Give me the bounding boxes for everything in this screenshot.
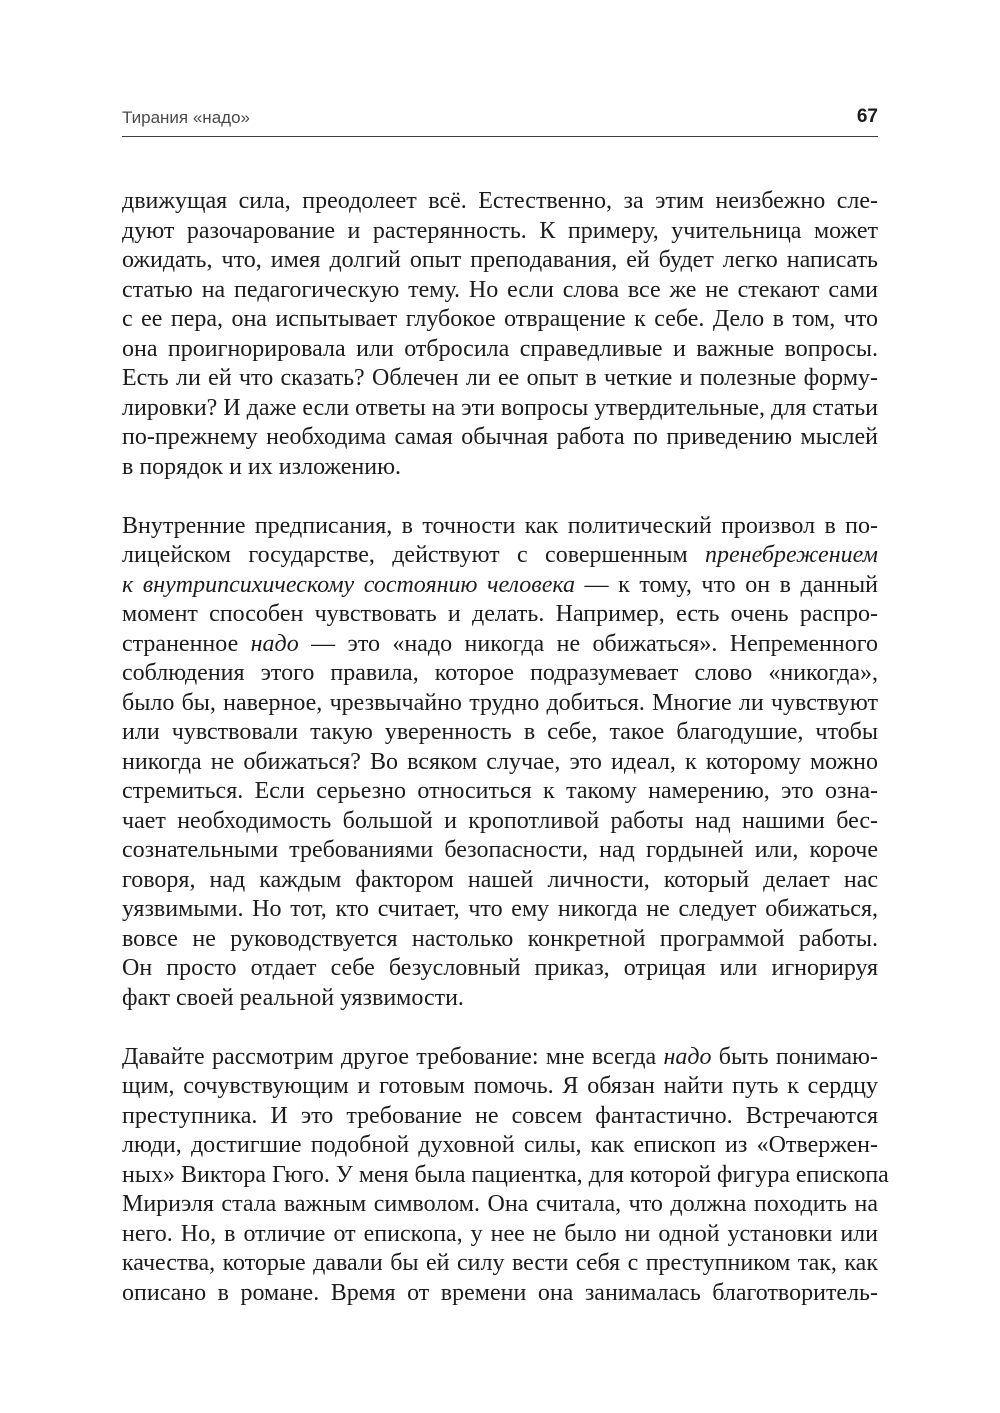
paragraph-gap	[122, 482, 878, 512]
text-line: никогда не обижаться? Во всяком случае, это идеал, к которому можно	[122, 748, 878, 775]
text-line: уязвимыми. Но тот, кто считает, что ему никогда не следует обижаться,	[122, 896, 878, 922]
text-line: сознательными требованиями безопасности, над гордыней или, короче	[122, 837, 878, 863]
paragraph	[122, 187, 878, 482]
text-line: говоря, над каждым фактором нашей личности, который делает нас	[122, 866, 878, 893]
text-line: дуют разочарование и растерянность. К примеру, учительница может	[122, 217, 878, 244]
text-line: ных» Виктора Гюго. У меня была пациентка, для которой фигура епископа	[122, 1161, 889, 1188]
emphasis-text: надо	[663, 1043, 712, 1070]
text-line: Мириэля стала важным символом. Она считала, что должна походить на	[122, 1191, 878, 1217]
text-line: было бы, наверное, чрезвычайно трудно добиться. Многие ли чувствуют	[122, 689, 878, 716]
text-line: лицейском государстве, действуют с совершенным пренебрежением	[122, 542, 878, 568]
text-line: страненное надо — это «надо никогда не обижаться». Непременного	[122, 630, 878, 657]
paragraph	[122, 512, 878, 1014]
text-line: Давайте рассмотрим другое требование: мне всегда надо быть понимаю-	[122, 1043, 878, 1070]
paragraph-gap	[122, 1013, 878, 1043]
text-line: стремиться. Если серьезно относиться к такому намерению, это озна-	[122, 778, 878, 804]
text-line: момент способен чувствовать и делать. Например, есть очень распро-	[122, 601, 878, 627]
emphasis-text: пренебрежением	[705, 542, 878, 568]
paragraph	[122, 1043, 889, 1309]
text-line: вовсе не руководствуется настолько конкретной программой работы.	[122, 925, 878, 952]
body-text	[122, 187, 889, 1308]
emphasis-text: надо	[250, 630, 299, 657]
text-line: преступника. И это требование не совсем фантастично. Встречаются	[122, 1102, 878, 1129]
text-line: движущая сила, преодолеет всё. Естественно, за этим неизбежно сле-	[122, 188, 878, 214]
text-line: качества, которые давали бы ей силу вести себя с преступником так, как	[122, 1250, 878, 1276]
text-line: с ее пера, она испытывает глубокое отвращение к себе. Дело в том, что	[122, 306, 878, 332]
page-number: 67	[856, 106, 878, 127]
text-line: Внутренние предписания, в точности как политический произвол в по-	[122, 512, 878, 539]
text-line: по-прежнему необходима самая обычная работа по приведению мыслей	[122, 424, 878, 450]
book-page	[122, 0, 889, 1413]
text-line: лировки? И даже если ответы на эти вопросы утвердительные, для статьи	[122, 394, 879, 421]
text-line: Есть ли ей что сказать? Облечен ли ее опыт в четкие и полезные форму-	[122, 365, 878, 391]
text-line: люди, достигшие подобной духовной силы, как епископ из «Отвержен-	[122, 1132, 878, 1158]
emphasis-text: к внутрипсихическому состоянию человека	[122, 571, 575, 598]
text-line: факт своей реальной уязвимости.	[122, 984, 464, 1011]
text-line: чает необходимость большой и кропотливой работы над нашими бес-	[122, 807, 878, 834]
text-line: него. Но, в отличие от епископа, у нее не было ни одной установки или	[122, 1220, 878, 1247]
text-line: она проигнорировала или отбросила справедливые и важные вопросы.	[122, 335, 878, 362]
text-line: описано в романе. Время от времени она занималась благотворитель-	[122, 1279, 878, 1306]
text-line: щим, сочувствующим и готовым помочь. Я обязан найти путь к сердцу	[122, 1073, 878, 1099]
chapter-title: Тирания «надо»	[122, 108, 250, 127]
text-line: в порядок и их изложению.	[122, 453, 402, 480]
text-line: к внутрипсихическому состоянию человека — к тому, что он в данный	[122, 571, 879, 598]
text-line: Он просто отдает себе безусловный приказ, отрицая или игнорируя	[122, 955, 878, 981]
running-header	[122, 106, 878, 137]
text-line: или чувствовали такую уверенность в себе, такое благодушие, чтобы	[122, 719, 878, 745]
text-line: ожидать, что, имея долгий опыт преподавания, ей будет легко написать	[122, 247, 878, 273]
text-line: статью на педагогическую тему. Но если слова все же не стекают сами	[122, 276, 878, 303]
text-line: соблюдения этого правила, которое подразумевает слово «никогда»,	[122, 660, 878, 686]
